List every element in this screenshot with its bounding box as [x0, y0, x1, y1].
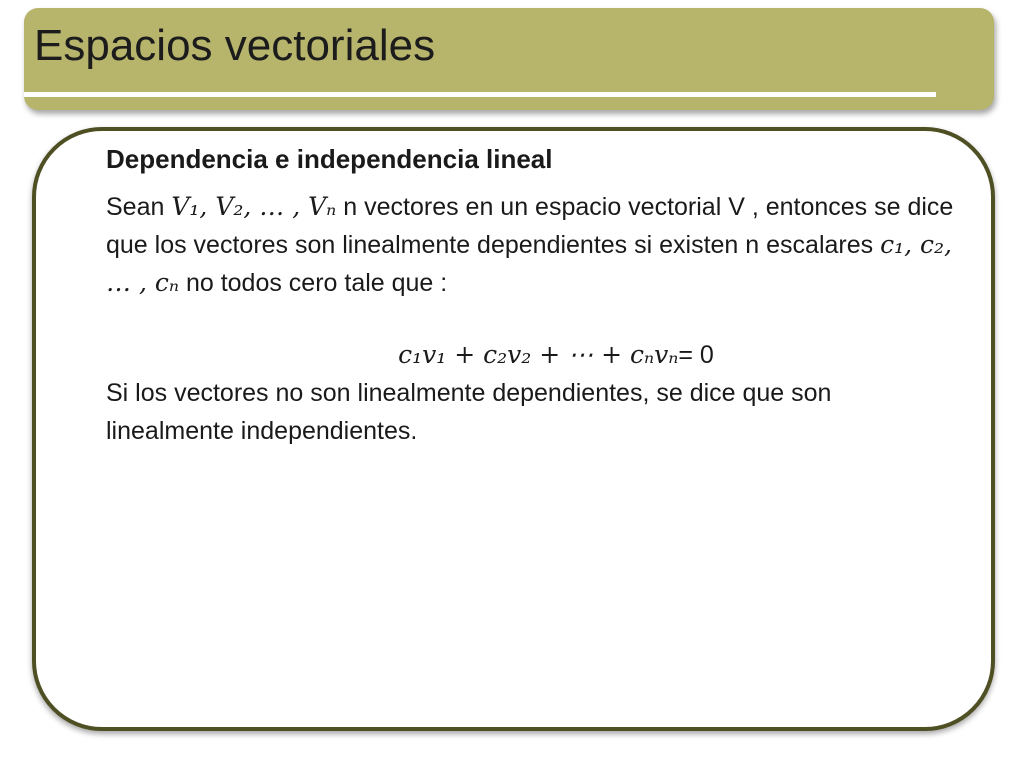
equation-rhs: = 0 [678, 341, 714, 369]
title-bar [24, 8, 994, 110]
section-heading: Dependencia e independencia lineal [106, 144, 553, 174]
content-text [106, 138, 966, 450]
independence-paragraph: Si los vectores no son linealmente dependientes, se dice que son linealmente independientes. [106, 379, 832, 445]
title-underline [24, 92, 936, 97]
scalar-list: c₁, c₂, … , cₙ [106, 230, 952, 297]
definition-text: n vectores en un espacio vectorial V , entonces se dice que los vectores son linealmente dependientes si existen n escalares [106, 193, 954, 259]
sean-word: Sean [106, 193, 165, 221]
slide-title: Espacios vectoriales [34, 21, 436, 70]
equation-lhs: c₁v₁ + c₂v₂ + ⋯ + cₙvₙ [398, 340, 679, 369]
vector-list: V₁, V₂, … , Vₙ [171, 192, 337, 221]
linear-combination-equation [106, 336, 966, 374]
definition-end: no todos cero tale que : [185, 269, 448, 297]
definition-paragraph [106, 188, 966, 302]
